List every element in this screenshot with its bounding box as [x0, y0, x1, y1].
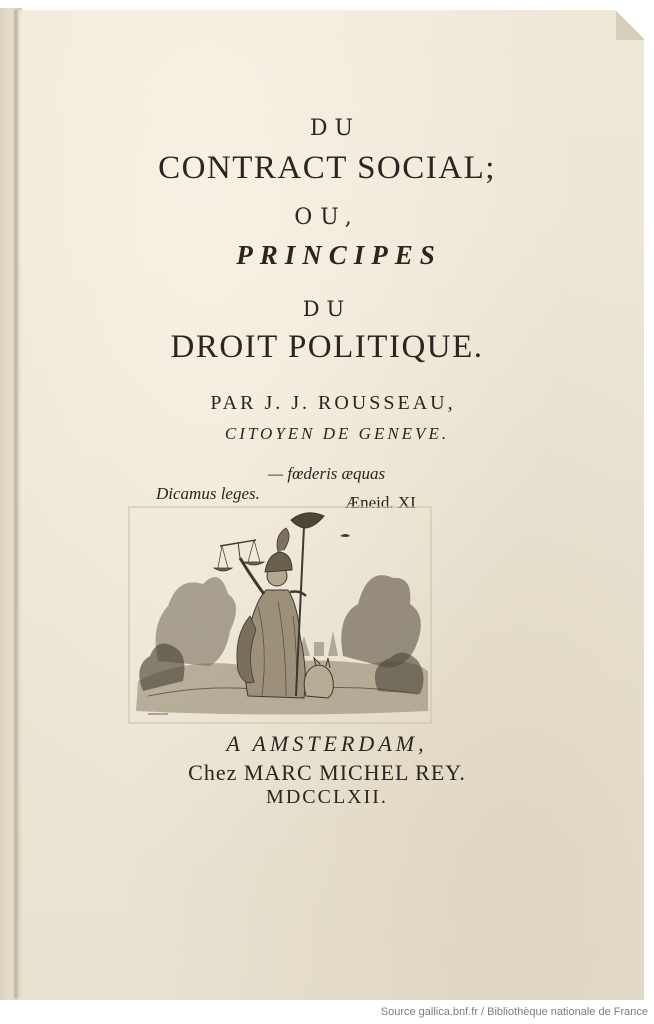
imprint-year: MDCCLXII.: [266, 786, 388, 808]
imprint-publisher: Chez MARC MICHEL REY.: [188, 760, 466, 785]
justice-figure-engraving-icon: [128, 506, 432, 724]
epigraph-right: — fœderis æquas: [268, 464, 386, 483]
epigraph-source: Æneid. XI: [345, 493, 416, 512]
source-credit: Source gallica.bnf.fr / Bibliothèque nationale de France: [380, 1006, 648, 1018]
page-corner-fold: [616, 10, 644, 40]
book-title: CONTRACT SOCIAL;: [158, 150, 496, 186]
title-principes-line: PRINCIPES: [236, 240, 442, 270]
book-subtitle: DROIT POLITIQUE.: [170, 329, 484, 365]
author-title: CITOYEN DE GENEVE.: [224, 424, 450, 443]
epigraph-left: Dicamus leges.: [156, 484, 260, 503]
author-line: PAR J. J. ROUSSEAU,: [210, 392, 456, 414]
title-du-line-2: DU: [302, 297, 352, 321]
title-du-line: DU: [309, 116, 361, 141]
imprint-place: A AMSTERDAM,: [226, 731, 428, 756]
title-ou-line: OU,: [294, 205, 360, 230]
